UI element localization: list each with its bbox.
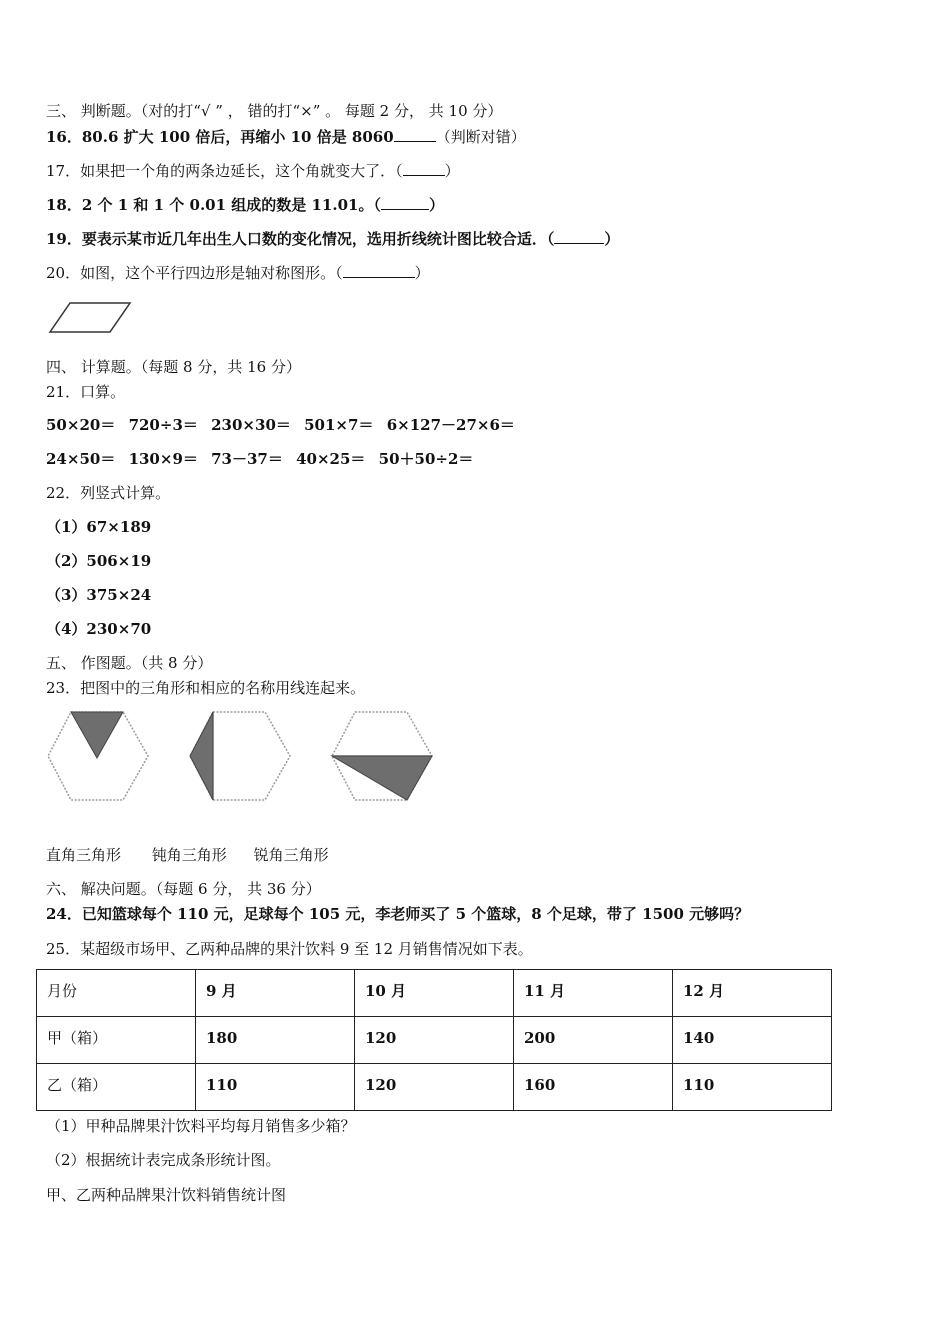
mental-math-row-2 bbox=[46, 449, 473, 469]
table-row bbox=[37, 1017, 832, 1064]
table-cell: 110 bbox=[196, 1064, 355, 1111]
answer-blank-19[interactable] bbox=[554, 229, 604, 244]
question-20 bbox=[46, 263, 430, 283]
mental-math-item: 50＋50÷2＝ bbox=[378, 450, 474, 468]
mental-math-item: 230×30＝ bbox=[211, 416, 291, 434]
section-5-heading: 五、 作图题。（共 8 分） bbox=[46, 654, 213, 672]
table-row bbox=[37, 1064, 832, 1111]
hexagon-figure-2 bbox=[186, 708, 294, 804]
table-cell: 10 月 bbox=[355, 970, 514, 1017]
question-18-text: 18．2 个 1 和 1 个 0.01 组成的数是 11.01。（ bbox=[46, 196, 381, 214]
table-cell: 180 bbox=[196, 1017, 355, 1064]
question-16-tail: （判断对错） bbox=[435, 128, 526, 146]
mental-math-row-1 bbox=[46, 415, 515, 435]
question-19 bbox=[46, 229, 619, 249]
vertical-calc-item: （1）67×189 bbox=[46, 518, 152, 536]
table-cell: 乙（箱） bbox=[37, 1064, 196, 1111]
question-20-tail: ） bbox=[414, 264, 430, 282]
table-cell: 200 bbox=[514, 1017, 673, 1064]
section-4-heading: 四、 计算题。（每题 8 分，共 16 分） bbox=[46, 358, 301, 376]
question-18-tail: ） bbox=[428, 196, 444, 214]
chart-title: 甲、乙两种品牌果汁饮料销售统计图 bbox=[46, 1186, 287, 1204]
question-17-tail: ） bbox=[444, 162, 460, 180]
question-18 bbox=[46, 195, 444, 215]
answer-blank-16[interactable] bbox=[394, 127, 436, 142]
question-22-title: 22．列竖式计算。 bbox=[46, 484, 171, 502]
mental-math-item: 73－37＝ bbox=[211, 450, 283, 468]
shaded-triangle-3[interactable] bbox=[332, 756, 432, 800]
shaded-triangle-1[interactable] bbox=[71, 712, 123, 758]
hexagon-figure-3 bbox=[328, 708, 436, 804]
parallelogram-figure bbox=[46, 298, 136, 338]
parallelogram-shape bbox=[50, 303, 130, 332]
shaded-triangle-2[interactable] bbox=[190, 712, 213, 800]
label-obtuse-triangle[interactable]: 钝角三角形 bbox=[151, 846, 227, 864]
mental-math-item: 130×9＝ bbox=[128, 450, 198, 468]
hexagon-figure-1 bbox=[44, 708, 152, 804]
label-right-triangle[interactable]: 直角三角形 bbox=[46, 846, 122, 864]
mental-math-item: 40×25＝ bbox=[296, 450, 366, 468]
answer-blank-17[interactable] bbox=[403, 161, 445, 176]
question-24: 24．已知篮球每个 110 元，足球每个 105 元，李老师买了 5 个篮球，8 个足球，带了 1500 元够吗？ bbox=[46, 905, 750, 923]
question-17-text: 17．如果把一个角的两条边延长，这个角就变大了．（ bbox=[46, 162, 403, 180]
mental-math-item: 50×20＝ bbox=[46, 416, 116, 434]
question-16-text: 16．80.6 扩大 100 倍后，再缩小 10 倍是 8060 bbox=[46, 128, 394, 146]
vertical-calc-item: （4）230×70 bbox=[46, 620, 152, 638]
table-cell: 120 bbox=[355, 1017, 514, 1064]
question-16 bbox=[46, 127, 526, 147]
question-23-title: 23．把图中的三角形和相应的名称用线连起来。 bbox=[46, 679, 366, 697]
section-6-heading: 六、 解决问题。（每题 6 分， 共 36 分） bbox=[46, 880, 321, 898]
table-cell: 月份 bbox=[37, 970, 196, 1017]
table-cell: 9 月 bbox=[196, 970, 355, 1017]
mental-math-item: 6×127－27×6＝ bbox=[386, 416, 515, 434]
question-25-title: 25．某超级市场甲、乙两种品牌的果汁饮料 9 至 12 月销售情况如下表。 bbox=[46, 940, 533, 958]
mental-math-item: 720÷3＝ bbox=[128, 416, 198, 434]
table-cell: 11 月 bbox=[514, 970, 673, 1017]
question-17 bbox=[46, 161, 460, 181]
vertical-calc-item: （3）375×24 bbox=[46, 586, 152, 604]
mental-math-item: 501×7＝ bbox=[304, 416, 374, 434]
vertical-calc-item: （2）506×19 bbox=[46, 552, 152, 570]
question-21-title: 21．口算。 bbox=[46, 383, 126, 401]
table-cell: 160 bbox=[514, 1064, 673, 1111]
question-20-text: 20．如图，这个平行四边形是轴对称图形。（ bbox=[46, 264, 343, 282]
table-cell: 12 月 bbox=[673, 970, 832, 1017]
label-acute-triangle[interactable]: 锐角三角形 bbox=[253, 846, 329, 864]
mental-math-item: 24×50＝ bbox=[46, 450, 116, 468]
section-3-heading: 三、 判断题。（对的打“√ ” ， 错的打“×” 。 每题 2 分， 共 10 分） bbox=[46, 102, 503, 120]
answer-blank-18[interactable] bbox=[381, 195, 429, 210]
sales-table bbox=[36, 969, 832, 1111]
question-25-sub-1: （1）甲种品牌果汁饮料平均每月销售多少箱？ bbox=[46, 1117, 356, 1135]
table-cell: 140 bbox=[673, 1017, 832, 1064]
table-cell: 甲（箱） bbox=[37, 1017, 196, 1064]
table-cell: 120 bbox=[355, 1064, 514, 1111]
question-25-sub-2: （2）根据统计表完成条形统计图。 bbox=[46, 1151, 281, 1169]
question-19-text: 19．要表示某市近几年出生人口数的变化情况，选用折线统计图比较合适．（ bbox=[46, 230, 555, 248]
question-19-tail: ） bbox=[604, 230, 620, 248]
answer-blank-20[interactable] bbox=[343, 263, 415, 278]
triangle-name-labels bbox=[46, 845, 329, 865]
table-header-row bbox=[37, 970, 832, 1017]
table-cell: 110 bbox=[673, 1064, 832, 1111]
